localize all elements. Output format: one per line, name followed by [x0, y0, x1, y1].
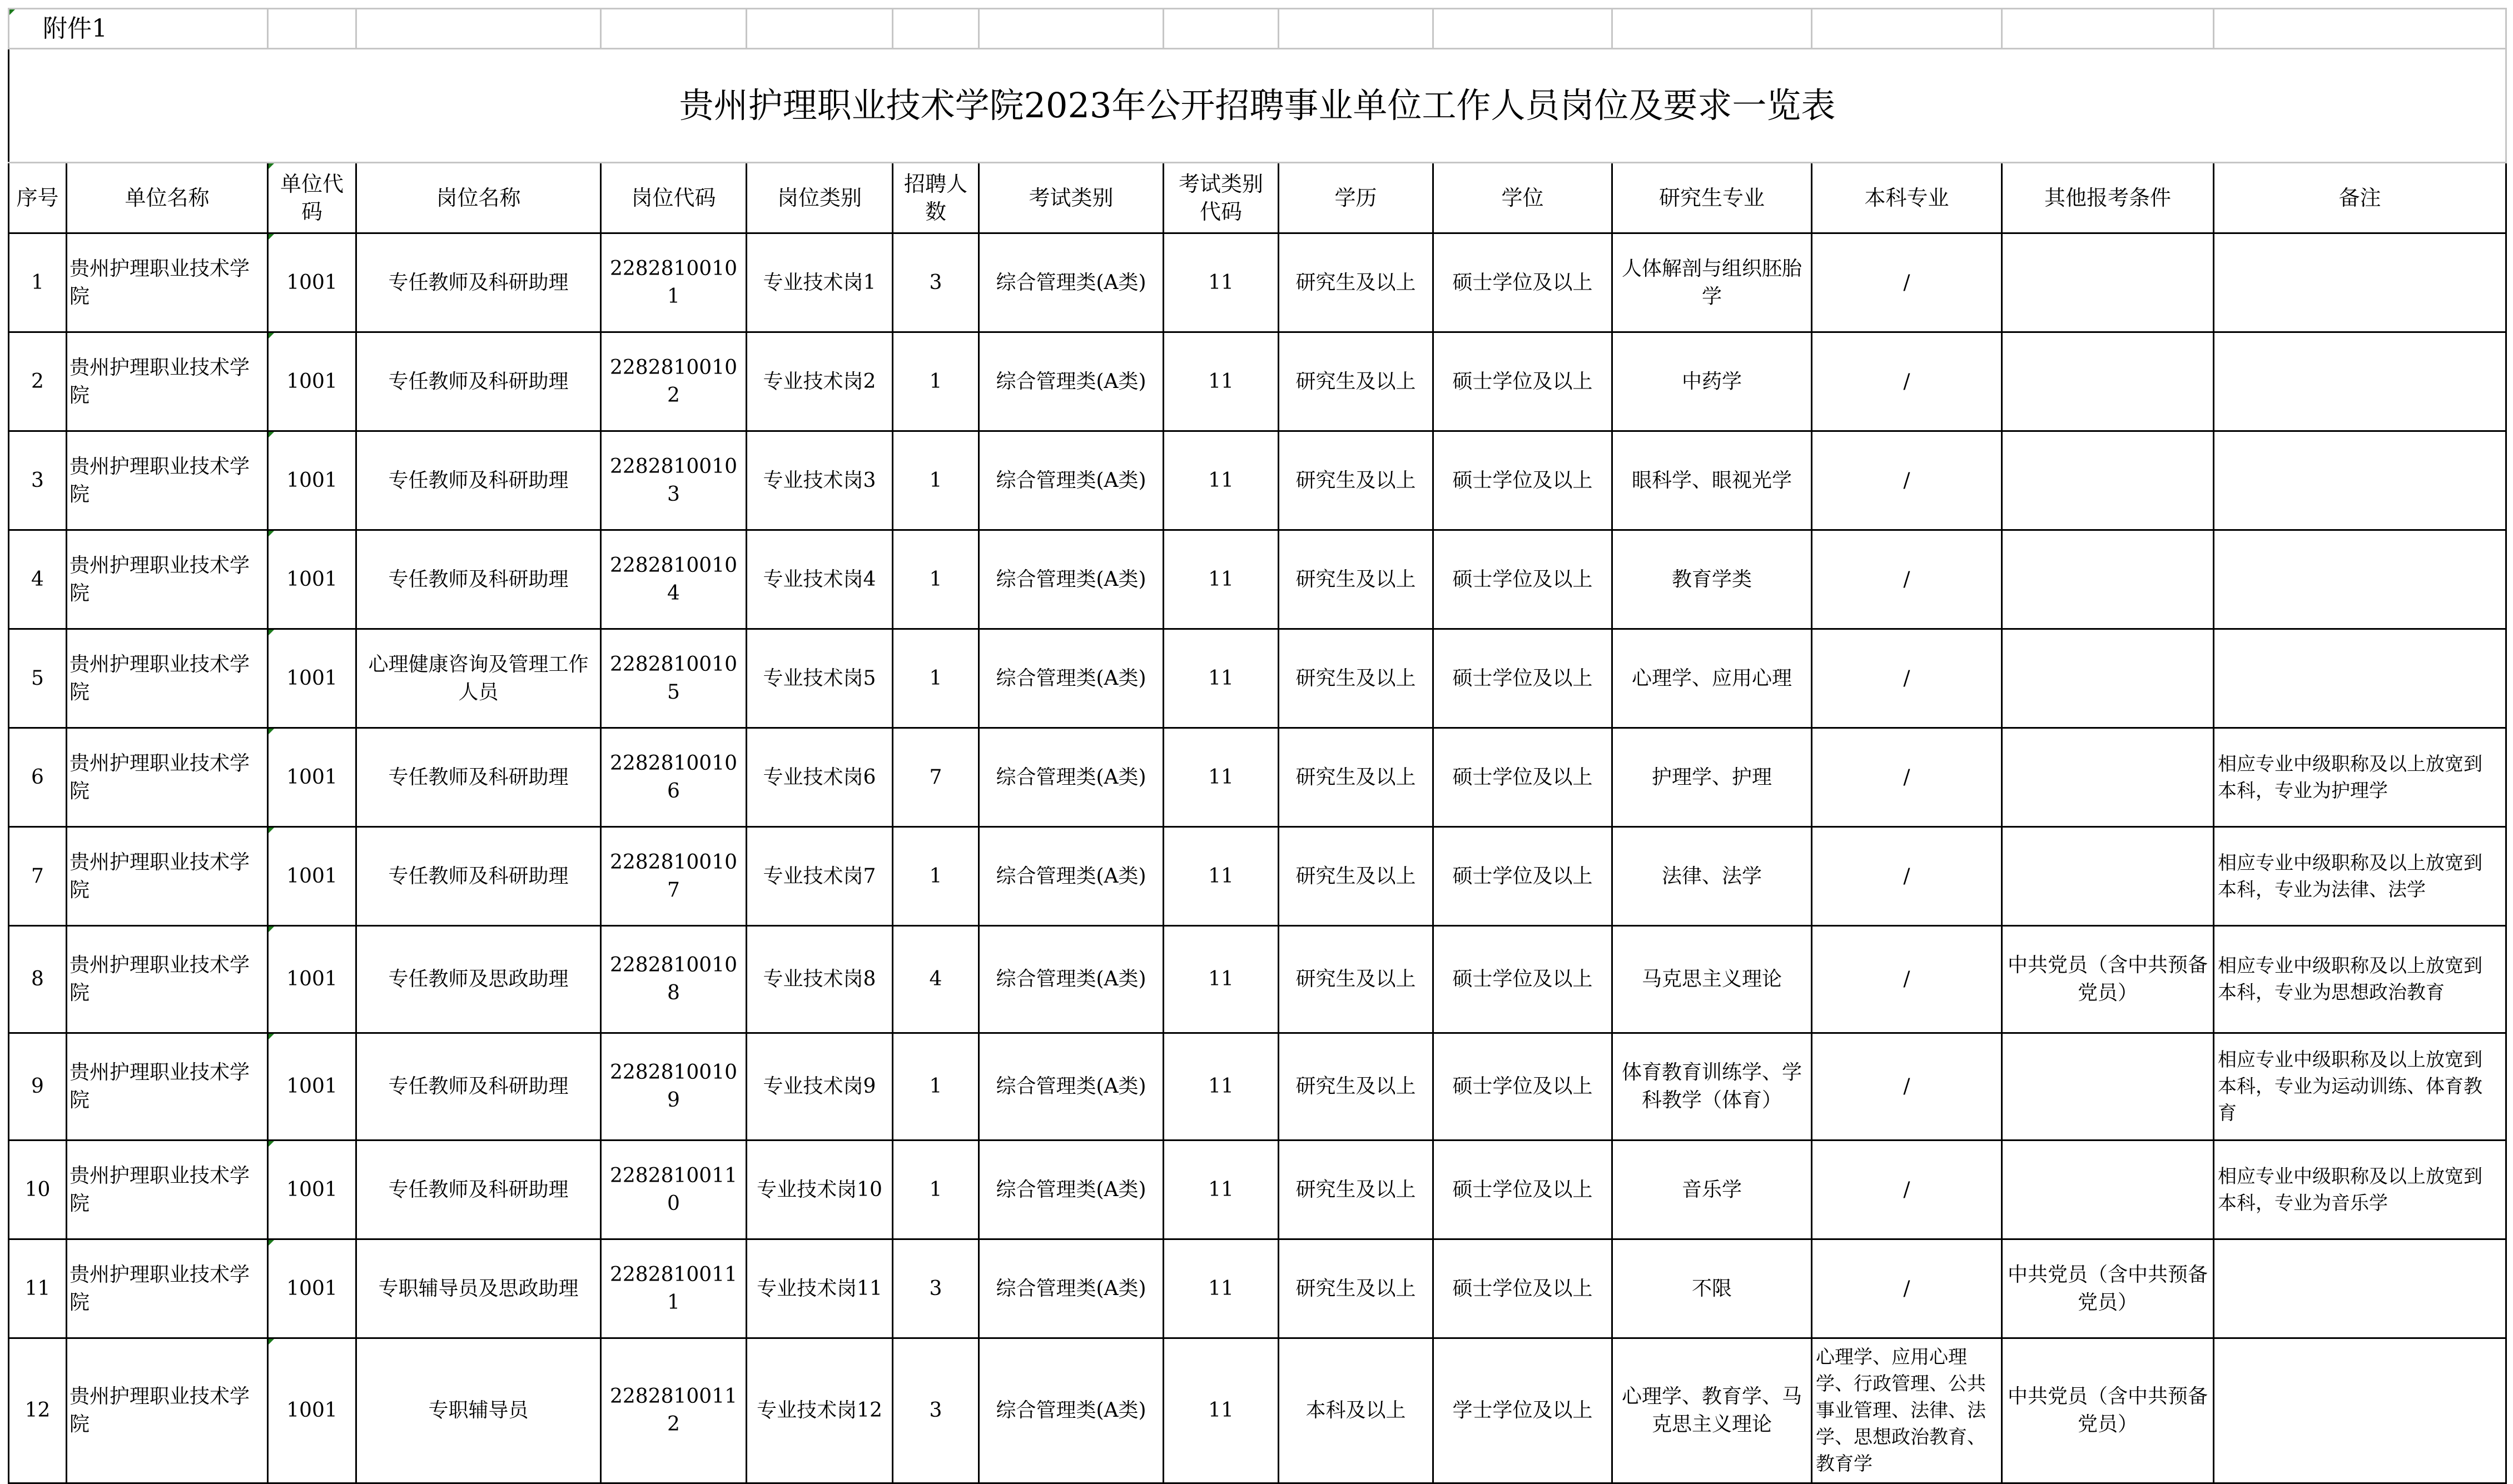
table-cell: / — [1812, 332, 2002, 431]
table-cell: / — [1812, 1141, 2002, 1239]
table-cell: 专业技术岗11 — [747, 1239, 893, 1338]
table-cell: 1 — [893, 431, 979, 530]
table-cell: 贵州护理职业技术学院 — [67, 1033, 268, 1141]
column-header: 岗位类别 — [747, 163, 893, 233]
table-cell: 教育学类 — [1612, 530, 1812, 629]
column-header: 考试类别代码 — [1164, 163, 1279, 233]
table-cell: 研究生及以上 — [1279, 926, 1433, 1033]
table-cell — [2002, 1141, 2214, 1239]
table-cell: 专任教师及科研助理 — [356, 728, 601, 827]
table-cell: 22828100107 — [601, 827, 747, 926]
table-cell: 专业技术岗3 — [747, 431, 893, 530]
table-cell: 1001 — [268, 431, 356, 530]
table-cell: 10 — [9, 1141, 67, 1239]
table-row — [9, 1033, 2506, 1141]
table-cell: 相应专业中级职称及以上放宽到本科，专业为思想政治教育 — [2214, 926, 2506, 1033]
attachment-label: 附件1 — [9, 9, 268, 49]
table-cell: 硕士学位及以上 — [1433, 530, 1612, 629]
table-cell: / — [1812, 827, 2002, 926]
table-cell: 专业技术岗2 — [747, 332, 893, 431]
table-cell: 专业技术岗6 — [747, 728, 893, 827]
table-cell: 硕士学位及以上 — [1433, 332, 1612, 431]
table-cell: 研究生及以上 — [1279, 332, 1433, 431]
table-cell: 1001 — [268, 1033, 356, 1141]
table-cell: 22828100102 — [601, 332, 747, 431]
table-cell: 硕士学位及以上 — [1433, 827, 1612, 926]
table-cell — [2002, 629, 2214, 728]
table-cell: 贵州护理职业技术学院 — [67, 1338, 268, 1483]
column-header: 岗位代码 — [601, 163, 747, 233]
table-cell: 中共党员（含中共预备党员） — [2002, 1338, 2214, 1483]
table-cell: 5 — [9, 629, 67, 728]
table-cell: 11 — [1164, 1239, 1279, 1338]
table-cell: 贵州护理职业技术学院 — [67, 431, 268, 530]
table-row — [9, 1141, 2506, 1239]
table-cell: 中药学 — [1612, 332, 1812, 431]
table-cell: 22828100105 — [601, 629, 747, 728]
table-cell: 研究生及以上 — [1279, 233, 1433, 332]
table-cell: 心理学、应用心理学、行政管理、公共事业管理、法律、法学、思想政治教育、教育学 — [1812, 1338, 2002, 1483]
table-cell: 3 — [893, 1338, 979, 1483]
table-cell — [2002, 530, 2214, 629]
table-row — [9, 332, 2506, 431]
table-cell: 中共党员（含中共预备党员） — [2002, 926, 2214, 1033]
table-cell: 8 — [9, 926, 67, 1033]
table-cell: 1001 — [268, 332, 356, 431]
table-cell: 本科及以上 — [1279, 1338, 1433, 1483]
table-cell: 相应专业中级职称及以上放宽到本科，专业为运动训练、体育教育 — [2214, 1033, 2506, 1141]
table-cell: 2 — [9, 332, 67, 431]
table-cell: 11 — [1164, 728, 1279, 827]
table-cell: 体育教育训练学、学科教学（体育） — [1612, 1033, 1812, 1141]
table-cell: 贵州护理职业技术学院 — [67, 332, 268, 431]
table-cell: 22828100103 — [601, 431, 747, 530]
table-cell: 专业技术岗9 — [747, 1033, 893, 1141]
table-cell: 中共党员（含中共预备党员） — [2002, 1239, 2214, 1338]
table-cell: 法律、法学 — [1612, 827, 1812, 926]
table-cell: 研究生及以上 — [1279, 431, 1433, 530]
table-cell: 相应专业中级职称及以上放宽到本科，专业为法律、法学 — [2214, 827, 2506, 926]
table-cell: 11 — [1164, 332, 1279, 431]
table-cell: / — [1812, 233, 2002, 332]
table-cell: 22828100101 — [601, 233, 747, 332]
table-cell: 4 — [893, 926, 979, 1033]
table-cell: 研究生及以上 — [1279, 728, 1433, 827]
table-cell: 硕士学位及以上 — [1433, 1033, 1612, 1141]
table-cell: 综合管理类(A类) — [979, 431, 1164, 530]
table-cell: 专职辅导员及思政助理 — [356, 1239, 601, 1338]
column-header: 学位 — [1433, 163, 1612, 233]
table-row — [9, 530, 2506, 629]
table-cell: 7 — [9, 827, 67, 926]
table-cell: 11 — [1164, 629, 1279, 728]
table-cell: 9 — [9, 1033, 67, 1141]
table-cell: 综合管理类(A类) — [979, 233, 1164, 332]
column-header: 序号 — [9, 163, 67, 233]
column-header: 考试类别 — [979, 163, 1164, 233]
table-cell — [2214, 1239, 2506, 1338]
table-cell: 22828100108 — [601, 926, 747, 1033]
table-cell: 专任教师及科研助理 — [356, 1033, 601, 1141]
table-cell — [2214, 332, 2506, 431]
table-cell: 专业技术岗1 — [747, 233, 893, 332]
table-cell: 相应专业中级职称及以上放宽到本科，专业为护理学 — [2214, 728, 2506, 827]
table-cell: 贵州护理职业技术学院 — [67, 1239, 268, 1338]
table-cell: 专业技术岗7 — [747, 827, 893, 926]
table-cell: 综合管理类(A类) — [979, 1239, 1164, 1338]
table-cell — [2214, 431, 2506, 530]
table-cell: 心理学、应用心理 — [1612, 629, 1812, 728]
table-cell: / — [1812, 629, 2002, 728]
table-cell: 22828100112 — [601, 1338, 747, 1483]
table-cell: 贵州护理职业技术学院 — [67, 629, 268, 728]
table-cell: 22828100104 — [601, 530, 747, 629]
column-header: 其他报考条件 — [2002, 163, 2214, 233]
table-cell — [2214, 233, 2506, 332]
table-cell: 硕士学位及以上 — [1433, 431, 1612, 530]
table-cell: 硕士学位及以上 — [1433, 926, 1612, 1033]
table-cell — [2002, 728, 2214, 827]
table-row — [9, 1338, 2506, 1483]
table-cell: 12 — [9, 1338, 67, 1483]
table-cell — [2002, 431, 2214, 530]
column-header: 本科专业 — [1812, 163, 2002, 233]
table-cell — [2214, 629, 2506, 728]
table-cell — [2002, 1033, 2214, 1141]
table-cell: 学士学位及以上 — [1433, 1338, 1612, 1483]
table-cell: 贵州护理职业技术学院 — [67, 827, 268, 926]
table-cell: 22828100109 — [601, 1033, 747, 1141]
table-cell: 专任教师及思政助理 — [356, 926, 601, 1033]
table-cell: 专任教师及科研助理 — [356, 233, 601, 332]
table-cell — [2002, 827, 2214, 926]
table-cell: 硕士学位及以上 — [1433, 1239, 1612, 1338]
table-cell: / — [1812, 1033, 2002, 1141]
column-header: 岗位名称 — [356, 163, 601, 233]
table-cell: 1001 — [268, 1338, 356, 1483]
table-row — [9, 827, 2506, 926]
table-cell: 综合管理类(A类) — [979, 827, 1164, 926]
table-cell: 11 — [1164, 1141, 1279, 1239]
column-header: 学历 — [1279, 163, 1433, 233]
table-cell: 不限 — [1612, 1239, 1812, 1338]
table-cell: 研究生及以上 — [1279, 1033, 1433, 1141]
table-cell: 贵州护理职业技术学院 — [67, 926, 268, 1033]
table-cell: 马克思主义理论 — [1612, 926, 1812, 1033]
table-cell: / — [1812, 926, 2002, 1033]
column-header: 研究生专业 — [1612, 163, 1812, 233]
column-header: 单位代码 — [268, 163, 356, 233]
table-cell: 硕士学位及以上 — [1433, 1141, 1612, 1239]
table-cell: 综合管理类(A类) — [979, 1141, 1164, 1239]
table-cell: 综合管理类(A类) — [979, 1338, 1164, 1483]
table-cell: 心理学、教育学、马克思主义理论 — [1612, 1338, 1812, 1483]
table-cell: / — [1812, 728, 2002, 827]
table-cell: 硕士学位及以上 — [1433, 728, 1612, 827]
table-cell: 研究生及以上 — [1279, 629, 1433, 728]
header-row — [9, 163, 2506, 233]
table-cell — [2002, 233, 2214, 332]
table-cell: 研究生及以上 — [1279, 530, 1433, 629]
table-cell: 11 — [1164, 1033, 1279, 1141]
table-cell: 1001 — [268, 233, 356, 332]
table-row — [9, 728, 2506, 827]
table-cell: 相应专业中级职称及以上放宽到本科，专业为音乐学 — [2214, 1141, 2506, 1239]
table-cell — [2214, 1338, 2506, 1483]
table-cell: 护理学、护理 — [1612, 728, 1812, 827]
table-cell: 1 — [9, 233, 67, 332]
table-cell: 11 — [1164, 926, 1279, 1033]
table-cell: 3 — [9, 431, 67, 530]
table-cell: 1 — [893, 827, 979, 926]
table-cell: 22828100110 — [601, 1141, 747, 1239]
table-cell: 专任教师及科研助理 — [356, 431, 601, 530]
table-cell: 11 — [1164, 431, 1279, 530]
table-cell: 1 — [893, 1141, 979, 1239]
table-cell: / — [1812, 530, 2002, 629]
table-cell: 11 — [1164, 1338, 1279, 1483]
table-cell: 专任教师及科研助理 — [356, 1141, 601, 1239]
table-cell: 专任教师及科研助理 — [356, 530, 601, 629]
column-header: 招聘人数 — [893, 163, 979, 233]
table-cell — [2002, 332, 2214, 431]
table-cell: / — [1812, 1239, 2002, 1338]
table-cell: 22828100106 — [601, 728, 747, 827]
table-cell: 专业技术岗12 — [747, 1338, 893, 1483]
table-cell: 1001 — [268, 728, 356, 827]
table-cell: 综合管理类(A类) — [979, 530, 1164, 629]
table-cell: 专业技术岗10 — [747, 1141, 893, 1239]
table-cell: 3 — [893, 233, 979, 332]
recruitment-table — [8, 8, 2507, 1484]
table-cell: 11 — [1164, 827, 1279, 926]
table-cell: 人体解剖与组织胚胎学 — [1612, 233, 1812, 332]
table-cell: 贵州护理职业技术学院 — [67, 530, 268, 629]
table-cell: 贵州护理职业技术学院 — [67, 233, 268, 332]
table-cell: 研究生及以上 — [1279, 827, 1433, 926]
table-cell: 专业技术岗8 — [747, 926, 893, 1033]
table-cell: 7 — [893, 728, 979, 827]
table-cell: 1 — [893, 530, 979, 629]
table-cell — [2214, 530, 2506, 629]
table-cell: 研究生及以上 — [1279, 1141, 1433, 1239]
table-cell: 1001 — [268, 629, 356, 728]
table-cell: 心理健康咨询及管理工作人员 — [356, 629, 601, 728]
table-cell: 贵州护理职业技术学院 — [67, 728, 268, 827]
table-row — [9, 431, 2506, 530]
table-cell: 音乐学 — [1612, 1141, 1812, 1239]
table-cell: 1 — [893, 1033, 979, 1141]
table-cell: 1001 — [268, 1141, 356, 1239]
table-cell: 综合管理类(A类) — [979, 629, 1164, 728]
column-header: 备注 — [2214, 163, 2506, 233]
table-cell: 综合管理类(A类) — [979, 728, 1164, 827]
table-cell: 11 — [1164, 233, 1279, 332]
table-cell: 1001 — [268, 926, 356, 1033]
table-cell: 1 — [893, 629, 979, 728]
table-cell: 眼科学、眼视光学 — [1612, 431, 1812, 530]
table-row — [9, 629, 2506, 728]
table-cell: 贵州护理职业技术学院 — [67, 1141, 268, 1239]
table-row — [9, 233, 2506, 332]
table-cell: 专任教师及科研助理 — [356, 332, 601, 431]
table-cell: 1001 — [268, 827, 356, 926]
table-cell: 4 — [9, 530, 67, 629]
table-cell: 专业技术岗5 — [747, 629, 893, 728]
table-cell: 6 — [9, 728, 67, 827]
table-cell: 研究生及以上 — [1279, 1239, 1433, 1338]
table-cell: 22828100111 — [601, 1239, 747, 1338]
table-cell: 专职辅导员 — [356, 1338, 601, 1483]
table-cell: 1001 — [268, 530, 356, 629]
table-cell: 11 — [1164, 530, 1279, 629]
table-cell: 综合管理类(A类) — [979, 1033, 1164, 1141]
table-cell: 硕士学位及以上 — [1433, 233, 1612, 332]
table-title: 贵州护理职业技术学院2023年公开招聘事业单位工作人员岗位及要求一览表 — [9, 49, 2506, 163]
table-cell: 专业技术岗4 — [747, 530, 893, 629]
table-cell: 1 — [893, 332, 979, 431]
table-cell: 专任教师及科研助理 — [356, 827, 601, 926]
table-cell: 综合管理类(A类) — [979, 332, 1164, 431]
table-cell: / — [1812, 431, 2002, 530]
table-row — [9, 926, 2506, 1033]
column-header: 单位名称 — [67, 163, 268, 233]
table-cell: 硕士学位及以上 — [1433, 629, 1612, 728]
table-cell: 1001 — [268, 1239, 356, 1338]
table-cell: 综合管理类(A类) — [979, 926, 1164, 1033]
table-row — [9, 1239, 2506, 1338]
table-cell: 3 — [893, 1239, 979, 1338]
table-cell: 11 — [9, 1239, 67, 1338]
